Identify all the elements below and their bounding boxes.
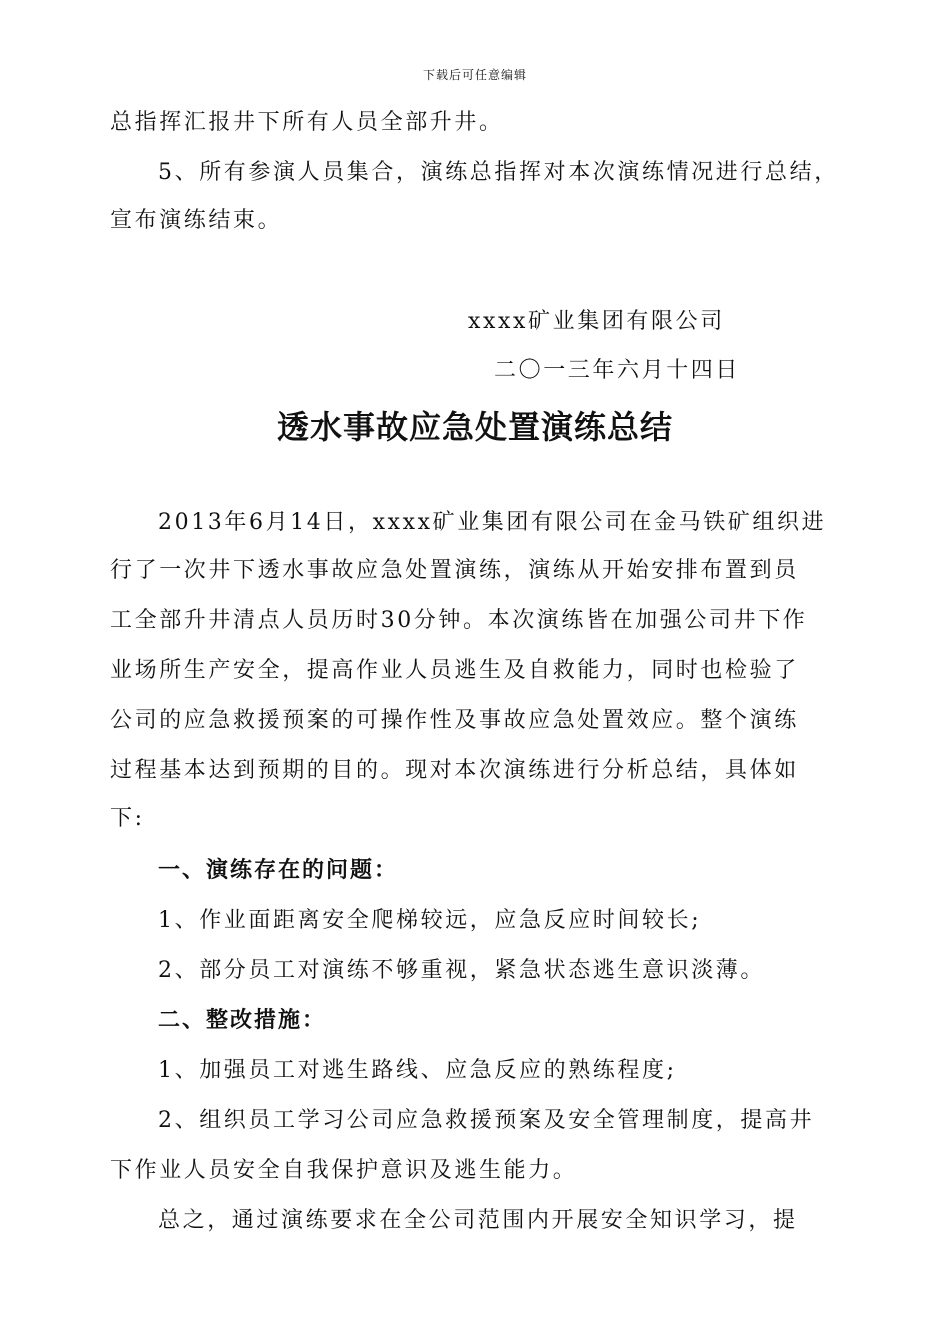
signature-company: xxxx矿业集团有限公司 xyxy=(468,309,725,334)
signature-date: 二〇一三年六月十四日 xyxy=(494,358,741,383)
document-title: 透水事故应急处置演练总结 xyxy=(276,408,673,446)
intro-line: 2013年6月14日，xxxx矿业集团有限公司在金马铁矿组织进 xyxy=(158,510,827,535)
body-line: 总指挥汇报井下所有人员全部升井。 xyxy=(110,110,504,135)
body-line: 5、所有参演人员集合，演练总指挥对本次演练情况进行总结， xyxy=(158,160,839,185)
measure-item: 2、组织员工学习公司应急救援预案及安全管理制度，提高井 xyxy=(158,1108,815,1133)
header-note: 下载后可任意编辑 xyxy=(422,68,527,82)
intro-line: 下: xyxy=(110,806,145,831)
body-line: 宣布演练结束。 xyxy=(110,208,283,233)
section-heading-measures: 二、整改措施： xyxy=(158,1008,327,1033)
problem-item: 1、作业面距离安全爬梯较远，应急反应时间较长; xyxy=(158,908,702,933)
intro-line: 过程基本达到预期的目的。现对本次演练进行分析总结，具体如 xyxy=(110,758,799,783)
conclusion-line: 总之，通过演练要求在全公司范围内开展安全知识学习，提 xyxy=(158,1208,798,1233)
measure-item-continued: 下作业人员安全自我保护意识及逃生能力。 xyxy=(110,1158,578,1183)
section-heading-problems: 一、演练存在的问题： xyxy=(158,858,399,883)
intro-line: 业场所生产安全，提高作业人员逃生及自救能力，同时也检验了 xyxy=(110,658,799,683)
intro-line: 工全部升井清点人员历时30分钟。本次演练皆在加强公司井下作 xyxy=(110,608,808,633)
problem-item: 2、部分员工对演练不够重视，紧急状态逃生意识淡薄。 xyxy=(158,958,765,983)
intro-line: 公司的应急救援预案的可操作性及事故应急处置效应。整个演练 xyxy=(110,708,799,733)
intro-line: 行了一次井下透水事故应急处置演练，演练从开始安排布置到员 xyxy=(110,558,799,583)
measure-item: 1、加强员工对逃生路线、应急反应的熟练程度; xyxy=(158,1058,677,1083)
